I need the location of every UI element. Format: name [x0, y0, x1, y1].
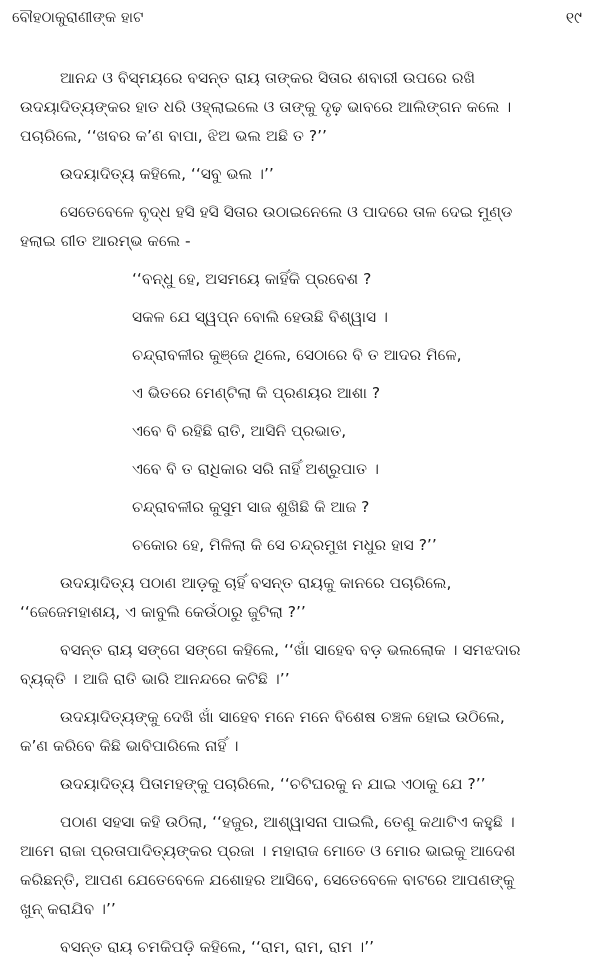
page-header [12, 8, 582, 34]
paragraph [20, 569, 584, 627]
text-line: ଖୁନ୍ କରାଯିବ ।’’ [20, 900, 116, 918]
paragraph [20, 808, 584, 924]
text-line: କ’ଣ କରିବେ କିଛି ଭାବିପାରିଲେ ନାହିଁ । [20, 737, 239, 755]
text-line: ହଲାଇ ଗୀତ ଆରମ୍ଭ କଲେ - [20, 232, 191, 250]
text-line: ଉଦୟାଦିତ୍ୟଙ୍କୁ ଦେଖି ଖାଁ ସାହେବ ମନେ ମନେ ବିଶେଷ ଚଞ୍ଚଳ ହୋଇ ଉଠିଲେ, [60, 708, 505, 726]
text-line: ପଚାରିଲେ, ‘‘ଖବର କ’ଣ ବାପା, ଝିଅ ଭଲ ଅଛି ତ ?’’ [20, 127, 327, 145]
verse-line: ଏବେ ବି ରହିଛି ରାତି, ଆସିନି ପ୍ରଭାତ, [132, 422, 347, 440]
text-line: ଉଦୟାଦିତ୍ୟ କହିଲେ, ‘‘ସବୁ ଭଲ ।’’ [60, 165, 274, 183]
text-line: ଆନନ୍ଦ ଓ ବିସ୍ମୟରେ ବସନ୍ତ ରାୟ ତାଙ୍କର ସିତାର ଶବାରୀ ଉପରେ ରଖି [60, 69, 476, 87]
text-line: ଆମେ ରାଜା ପ୍ରତାପାଦିତ୍ୟଙ୍କର ପ୍ରଜା । ମହାରାଜ ମୋତେ ଓ ମୋର ଭାଇକୁ ଆଦେଶ [20, 842, 516, 860]
verse-line: ‘‘ବନ୍ଧୁ ହେ, ଅସମୟେ କାହିଁକି ପ୍ରବେଶ ? [132, 270, 372, 288]
verse-line: ଏବେ ବି ତ ରାଧିକାର ସରି ନାହିଁ ଅଶ୍ରୁପାତ । [132, 460, 379, 478]
paragraph [20, 933, 584, 962]
paragraph [20, 198, 584, 256]
verse-line: ଚକୋର ହେ, ମିଳିଲା କି ସେ ଚନ୍ଦ୍ରମୁଖ ମଧୁର ହାସ ?’’ [132, 536, 437, 554]
paragraph [20, 64, 584, 151]
text-line: ବସନ୍ତ ରାୟ ସଙ୍ଗେ ସଙ୍ଗେ କହିଲେ, ‘‘ଖାଁ ସାହେବ ବଡ଼ ଭଲଲୋକ । ସମଝଦାର [60, 641, 521, 659]
verse-line: ଚନ୍ଦ୍ରାବଳୀର କୁଞ୍ଜେ ଥିଲେ, ସେଠାରେ ବି ତ ଆଦର ମିଳେ, [132, 346, 462, 364]
verse-line: ସକଳ ଯେ ସ୍ୱପ୍ନ ବୋଲି ହେଉଛି ବିଶ୍ୱାସ । [132, 308, 389, 326]
paragraph [20, 160, 584, 189]
running-title: ବୌହଠାକୁରାଣୀଙ୍କ ହାଟ [12, 8, 144, 26]
paragraph [20, 636, 584, 694]
verse-line: ଏ ଭିତରେ ମେଣ୍ଟିଲା କି ପ୍ରଣୟର ଆଶା ? [132, 384, 381, 402]
text-line: ଉଦୟାଦିତ୍ୟ ପଠାଣ ଆଡ଼କୁ ଚାହିଁ ବସନ୍ତ ରାୟକୁ କାନରେ ପଚାରିଲେ, [60, 574, 452, 592]
page-number: ୧୯ [565, 8, 582, 27]
text-line: ଉଦୟାଦିତ୍ୟଙ୍କର ହାତ ଧରି ଓହ୍ଲାଇଲେ ଓ ତାଙ୍କୁ ଦୃଢ଼ ଭାବରେ ଆଲିଙ୍ଗନ କଲେ । [20, 98, 512, 116]
text-line: କରିଛନ୍ତି, ଆପଣ ଯେତେବେଳେ ଯଶୋହର ଆସିବେ, ସେତେବେଳେ ବାଟରେ ଆପଣଙ୍କୁ [20, 871, 515, 889]
body-text [20, 64, 584, 962]
text-line: ବ୍ୟକ୍ତି । ଆଜି ରାତି ଭାରି ଆନନ୍ଦରେ କଟିଛି ।’’ [20, 670, 290, 688]
text-line: ‘‘ଜେଜେମହାଶୟ, ଏ କାବୁଲି କେଉଁଠାରୁ ଜୁଟିଲା ?’’ [20, 603, 306, 621]
text-line: ବସନ୍ତ ରାୟ ଚମକିପଡ଼ି କହିଲେ, ‘‘ରାମ, ରାମ, ରାମ ।’’ [60, 938, 375, 956]
paragraph [20, 770, 584, 799]
verse-line: ଚନ୍ଦ୍ରାବଳୀର କୁସୁମ ସାଜ ଶୁଖିଛି କି ଆଜ ? [132, 498, 370, 516]
text-line: ଉଦୟାଦିତ୍ୟ ପିତାମହଙ୍କୁ ପଚାରିଲେ, ‘‘ଚଟିଘରକୁ ନ ଯାଇ ଏଠାକୁ ଯେ ?’’ [60, 775, 486, 793]
text-line: ପଠାଣ ସହସା କହି ଉଠିଲା, ‘‘ହଜୁର, ଆଶ୍ୱାସନା ପାଇଲି, ତେଣୁ କଥାଟିଏ କହୁଛି । [60, 813, 515, 831]
verse-block [20, 265, 584, 560]
paragraph [20, 703, 584, 761]
text-line: ସେତେବେଳେ ବୃଦ୍ଧ ହସି ହସି ସିତାର ଉଠାଇନେଲେ ଓ ପାଦରେ ତାଳ ଦେଇ ମୁଣ୍ଡ [60, 203, 513, 221]
